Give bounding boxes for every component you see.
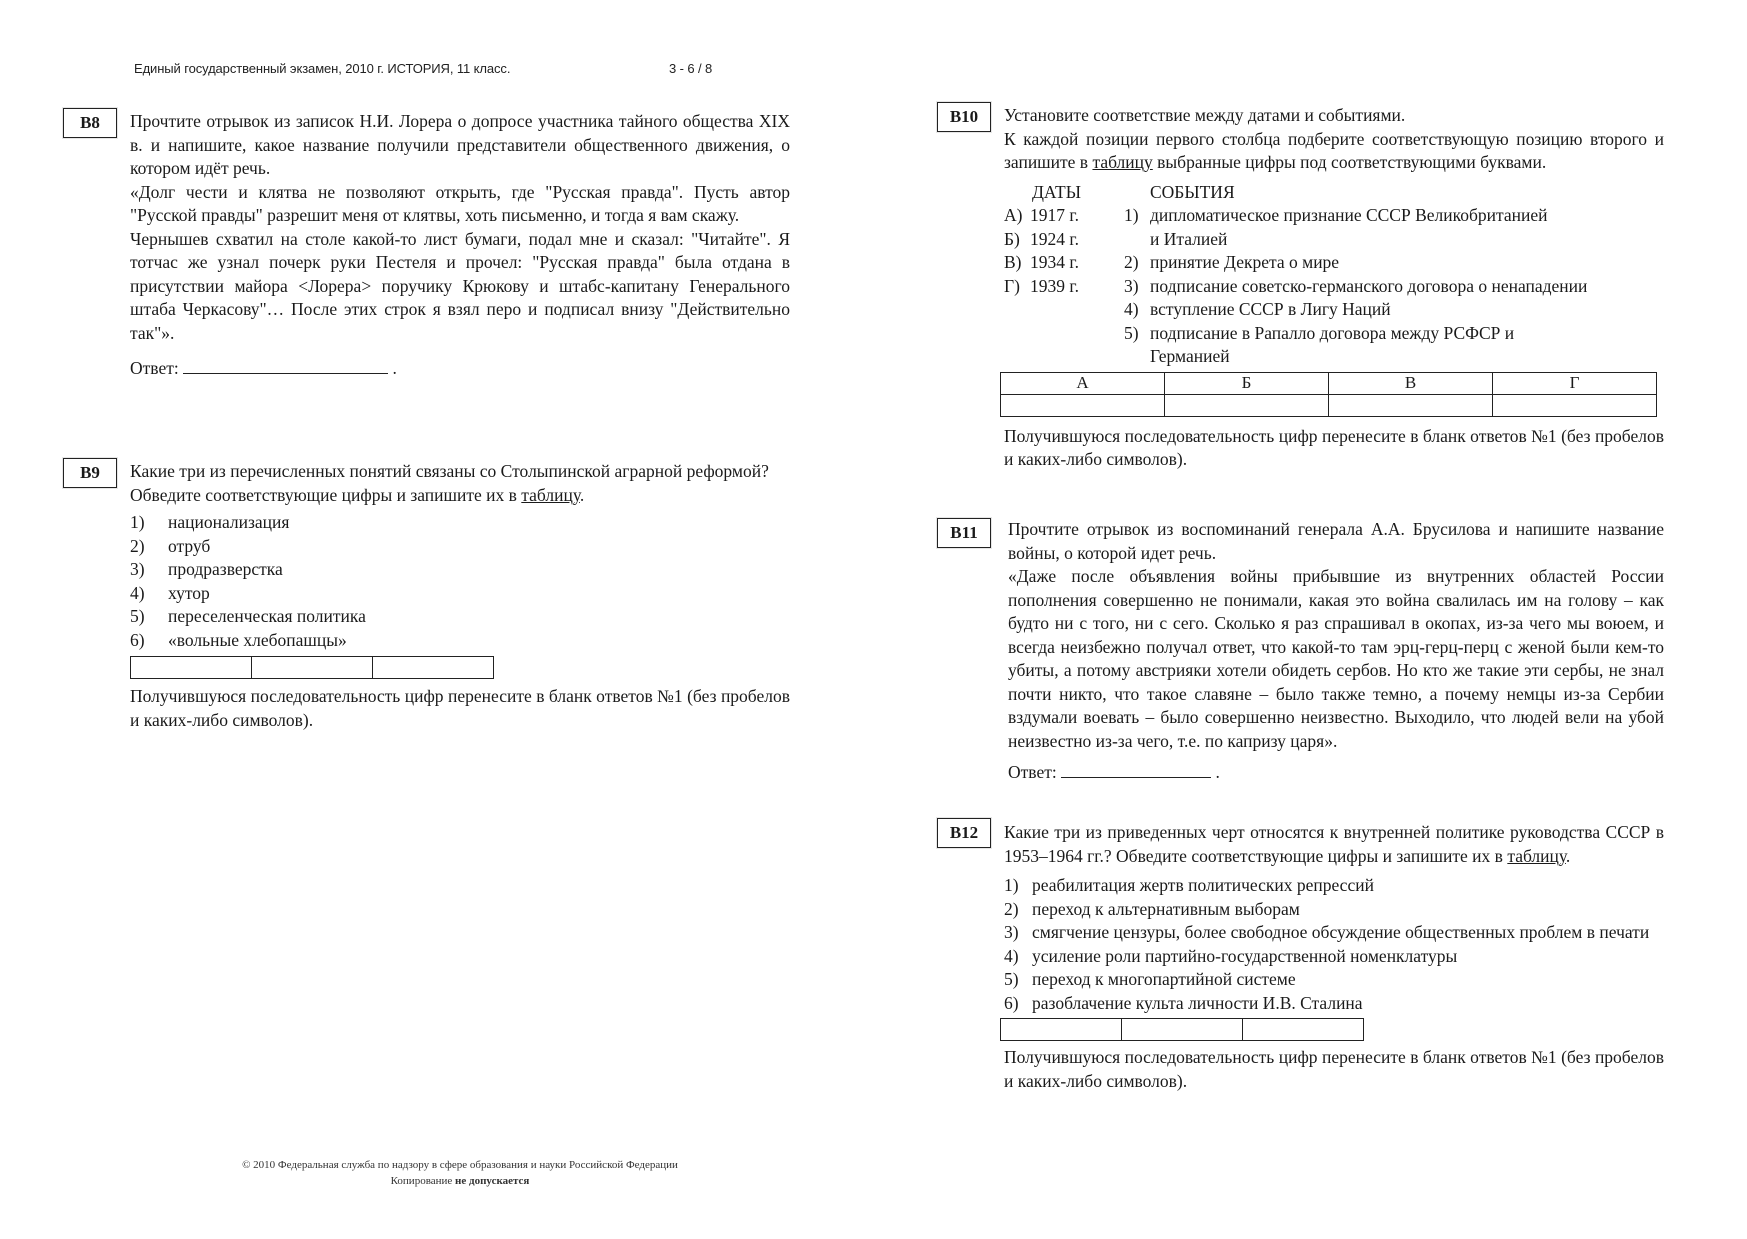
b11-answer-field[interactable] (1061, 759, 1211, 778)
b8-quote-2: Чернышев схватил на столе какой-то лист бумаги, подал мне и сказал: "Читайте". Я тотчас же узнал почерк руки Пестеля и прочел: "Русская правда" была отдана в присутствии майора <Лорера> поручику Крюкову и штабс-капитану Генерального штаба Черкасову"… После этих строк я взял перо и подписал внизу "Действительно так"». (130, 228, 790, 343)
task-b8 (130, 110, 790, 381)
b10-answer-cell[interactable] (1493, 394, 1657, 416)
task-label-b9: B9 (63, 458, 117, 488)
b12-transfer-note: Получившуюся последовательность цифр перенесите в бланк ответов №1 (без пробелов и каких-либо символов). (1004, 1047, 1664, 1091)
task-b9 (130, 460, 790, 732)
b8-answer (130, 355, 790, 381)
event-item: 2) принятие Декрета о мире (1124, 252, 1340, 272)
b9-option: 3) продразверстка (130, 559, 283, 579)
event-item: 5) подписание в Рапалло договора между РСФСР и (1124, 322, 1515, 343)
task-label-b10: B10 (937, 102, 991, 132)
date-item: В) 1934 г. (1004, 252, 1079, 272)
b10-answer-cell[interactable] (1165, 394, 1329, 416)
b10-answer-cell[interactable] (1329, 394, 1493, 416)
task-b10 (1004, 104, 1664, 472)
b9-option: 1) национализация (130, 512, 290, 532)
page-header (134, 61, 713, 76)
b10-line-1: Установите соответствие между датами и событиями. (1004, 105, 1406, 125)
b12-answer-cell[interactable] (1122, 1019, 1243, 1041)
b9-answer-cell[interactable] (252, 657, 373, 679)
b10-transfer-note: Получившуюся последовательность цифр перенесите в бланк ответов №1 (без пробелов и каких-либо символов). (1004, 425, 1664, 469)
b8-answer-label: Ответ: (130, 358, 179, 378)
b9-option: 4) хутор (130, 582, 210, 603)
b9-answer-cell[interactable] (373, 657, 494, 679)
b9-options (130, 511, 790, 652)
event-item-continued: и Италией (1150, 228, 1228, 249)
b9-table-link: таблицу (521, 484, 580, 505)
page-number: 3 - 6 / 8 (669, 61, 713, 76)
b12-table-link: таблицу (1507, 845, 1566, 866)
b9-answer-table (130, 656, 494, 679)
b9-answer-cell[interactable] (131, 657, 252, 679)
task-label-b8: B8 (63, 108, 117, 138)
date-item: А) 1917 г. (1004, 205, 1079, 225)
b12-answer-cell[interactable] (1243, 1019, 1364, 1041)
b8-intro: Прочтите отрывок из записок Н.И. Лорера о допросе участника тайного общества XIX в. и напишите, какое название получили представители общественного движения, о котором идёт речь. (130, 111, 790, 178)
b9-option: 5) переселенческая политика (130, 606, 366, 626)
task-b11 (1008, 518, 1664, 785)
copy-notice: Копирование не допускается (390, 1175, 530, 1187)
b10-match-lists (1004, 181, 1664, 371)
b9-question: Какие три из перечисленных понятий связаны со Столыпинской аграрной реформой? (130, 461, 769, 481)
event-item-continued: Германией (1150, 346, 1230, 366)
b10-line-2: К каждой позиции первого столбца подберите соответствующую позицию второго и запишите в таблицу выбранные цифры под соответствующими буквами. (1004, 128, 1664, 172)
dates-header: ДАТЫ (1032, 181, 1081, 202)
b12-option: 3) смягчение цензуры, более свободное обсуждение общественных проблем в печати (1004, 922, 1650, 942)
b10-table-header-row (1001, 372, 1657, 394)
b12-option: 2) переход к альтернативным выборам (1004, 898, 1300, 919)
event-item: 1) дипломатическое признание СССР Великобританией (1124, 205, 1548, 225)
b8-answer-field[interactable] (183, 355, 388, 374)
b10-answer-table (1000, 372, 1657, 417)
b8-quote-1: «Долг чести и клятва не позволяют открыть, где "Русская правда". Пусть автор "Русской правды" разрешит меня от клятвы, хоть письменно, и тогда я вам скажу. (130, 181, 790, 225)
b10-table-answer-row (1001, 394, 1657, 416)
b11-quote: «Даже после объявления войны прибывшие из внутренних областей России пополнения совершенно не понимали, какая это война свалилась им на голову – как будто ни с того, ни с сего. Сколько я раз спрашивал в окопах, из-за чего мы воюем, и всегда неизбежно получал ответ, что какой-то там эрц-герц-перц с женой были кем-то убиты, а потому австрияки хотели обидеть сербов. Но кто же такие эти сербы, не знал почти никто, что такое славяне – было также темно, а почему немцы из-за Сербии вздумали воевать – было совершенно неизвестно. Выходило, что людей вели на убой неизвестно из-за чего, т.е. по капризу царя». (1008, 566, 1664, 751)
b10-col-header: В (1329, 372, 1493, 394)
exam-title: Единый государственный экзамен, 2010 г. ИСТОРИЯ, 11 класс. (134, 61, 511, 76)
b12-option: 4) усиление роли партийно-государственной номенклатуры (1004, 945, 1458, 966)
date-item: Б) 1924 г. (1004, 228, 1079, 249)
b11-answer-label: Ответ: (1008, 762, 1057, 782)
b11-answer (1008, 759, 1664, 785)
b9-instruction: Обведите соответствующие цифры и запишите их в таблицу. (130, 484, 585, 505)
b12-option: 5) переход к многопартийной системе (1004, 969, 1296, 989)
page-footer (190, 1157, 730, 1189)
b12-answer-cell[interactable] (1001, 1019, 1122, 1041)
copyright-line: © 2010 Федеральная служба по надзору в сфере образования и науки Российской Федерации (242, 1159, 678, 1171)
b12-options (1004, 874, 1664, 1015)
b10-table-link: таблицу (1092, 152, 1153, 172)
event-item: 3) подписание советско-германского договора о ненападении (1124, 275, 1588, 296)
date-item: Г) 1939 г. (1004, 275, 1079, 296)
b9-option: 6) «вольные хлебопашцы» (130, 629, 347, 650)
b12-question: Какие три из приведенных черт относятся к внутренней политике руководства СССР в 1953–1964 гг.? Обведите соответствующие цифры и запишите их в таблицу. (1004, 822, 1664, 866)
task-label-b11: B11 (937, 518, 991, 548)
b10-col-header: А (1001, 372, 1165, 394)
task-b12 (1004, 821, 1664, 1093)
b12-answer-table (1000, 1018, 1364, 1041)
b10-col-header: Б (1165, 372, 1329, 394)
b11-answer-end: . (1215, 762, 1220, 782)
b9-option: 2) отруб (130, 535, 211, 556)
b10-answer-cell[interactable] (1001, 394, 1165, 416)
task-label-b12: B12 (937, 818, 991, 848)
b9-transfer-note: Получившуюся последовательность цифр перенесите в бланк ответов №1 (без пробелов и каких-либо символов). (130, 686, 790, 730)
events-header: СОБЫТИЯ (1150, 181, 1235, 202)
event-item: 4) вступление СССР в Лигу Наций (1124, 299, 1391, 319)
b8-answer-end: . (392, 358, 397, 378)
b12-option: 6) разоблачение культа личности И.В. Сталина (1004, 992, 1363, 1013)
b12-option: 1) реабилитация жертв политических репрессий (1004, 875, 1374, 895)
b11-intro: Прочтите отрывок из воспоминаний генерала А.А. Брусилова и напишите название войны, о которой идет речь. (1008, 519, 1664, 563)
b10-col-header: Г (1493, 372, 1657, 394)
